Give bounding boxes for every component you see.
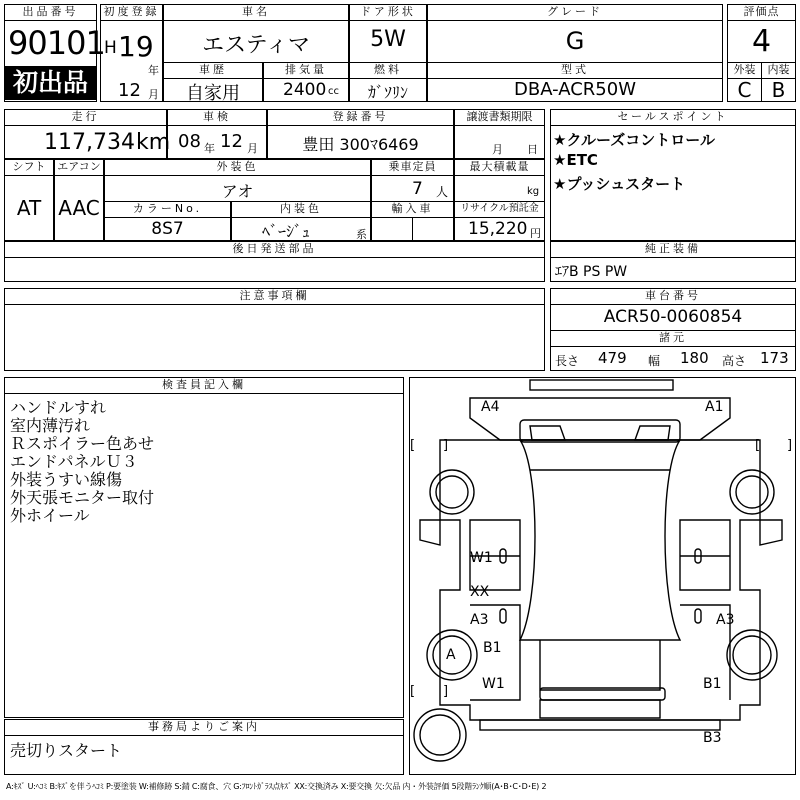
history-label: 車歴 bbox=[163, 62, 263, 79]
reg-era: H bbox=[104, 38, 117, 58]
transfer-day-unit: 日 bbox=[527, 143, 538, 156]
recycle-value: 15,220 bbox=[468, 219, 528, 239]
score-value: 4 bbox=[751, 24, 772, 59]
notes-label: 注意事項欄 bbox=[4, 288, 545, 305]
grade-label: グレード bbox=[427, 4, 723, 21]
inspection-year: 08 bbox=[178, 131, 201, 152]
aircon-label: エアコン bbox=[54, 159, 104, 176]
inspection-year-unit: 年 bbox=[204, 142, 215, 155]
legend-text: A:ｷｽﾞ U:ﾍｺﾐ B:ｷｽﾞを伴うﾍｺﾐ P:要塗装 W:補修跡 S:錆 C:腐食、穴 G:ﾌﾛﾝﾄｶﾞﾗｽ点ｷｽﾞ XX:交換済み X:要交換 欠:欠品 内・外装評価 5段階ﾗﾝｸ順(A･B･C･D･E) 2 bbox=[6, 782, 547, 791]
displacement-value: 2400 bbox=[283, 80, 327, 100]
ext-score-label: 外装 bbox=[727, 62, 762, 79]
mileage-unit: km bbox=[136, 130, 171, 155]
inspector-line-5: 外装うすい線傷 bbox=[10, 470, 123, 489]
int-color-label: 内装色 bbox=[231, 201, 371, 218]
color-no-label: カラーNo. bbox=[104, 201, 231, 218]
inspection-month-unit: 月 bbox=[247, 142, 258, 155]
model-label: 型式 bbox=[427, 62, 723, 79]
sales-points-label: セールスポイント bbox=[550, 109, 796, 126]
transfer-month-unit: 月 bbox=[492, 143, 503, 156]
int-score-label: 内装 bbox=[761, 62, 796, 79]
displacement-unit: cc bbox=[328, 86, 339, 97]
mark-b3: B3 bbox=[703, 730, 722, 746]
mark-a4: A4 bbox=[481, 399, 500, 415]
dims-hgt: 173 bbox=[760, 349, 789, 367]
mark-a-tyre: A bbox=[446, 647, 456, 663]
sales-point-1: ★クルーズコントロール bbox=[553, 131, 715, 149]
later-parts-label: 後日発送部品 bbox=[4, 241, 545, 258]
int-color-value: ﾍﾞｰｼﾞｭ bbox=[262, 222, 311, 241]
dims-wid-label: 幅 bbox=[648, 354, 661, 368]
dims-len-label: 長さ bbox=[555, 354, 580, 368]
sales-point-2: ★ETC bbox=[553, 151, 598, 169]
score-label: 評価点 bbox=[727, 4, 796, 21]
grade-value: G bbox=[565, 27, 585, 55]
aircon-value: AAC bbox=[58, 196, 100, 220]
bracket-r3: ] bbox=[443, 684, 449, 699]
dims-label: 諸元 bbox=[550, 330, 796, 347]
office-value: 売切りスタート bbox=[10, 741, 123, 760]
fuel-label: 燃料 bbox=[349, 62, 427, 79]
displacement-label: 排気量 bbox=[263, 62, 349, 79]
int-color-suffix: 系 bbox=[356, 228, 367, 241]
inspector-line-6: 外天張モニター取付 bbox=[10, 488, 155, 507]
plate-value: 豊田 300ﾏ6469 bbox=[302, 135, 419, 154]
mark-a3-right: A3 bbox=[716, 612, 735, 628]
inspector-line-2: 室内薄汚れ bbox=[10, 416, 91, 435]
reg-month-unit: 月 bbox=[148, 88, 159, 101]
load-label: 最大積載量 bbox=[454, 159, 545, 176]
equipment-value: ｴｱB PS PW bbox=[555, 264, 628, 280]
lot-label: 出品番号 bbox=[4, 4, 97, 21]
mark-b1-right: B1 bbox=[703, 676, 722, 692]
reg-month: 12 bbox=[118, 80, 141, 101]
lot-number: 90101 bbox=[8, 24, 105, 62]
transfer-label: 譲渡書類期限 bbox=[454, 109, 545, 126]
load-unit: kg bbox=[527, 186, 540, 197]
capacity-value: 7 bbox=[412, 179, 423, 199]
mark-a1: A1 bbox=[705, 399, 724, 415]
mark-xx: XX bbox=[470, 584, 490, 600]
mark-w1-front: W1 bbox=[470, 550, 493, 566]
car-name: エスティマ bbox=[202, 33, 310, 58]
inspector-line-7: 外ホイール bbox=[10, 506, 90, 525]
bracket-r1: ] bbox=[443, 438, 449, 453]
mileage-label: 走行 bbox=[4, 109, 167, 126]
car-name-label: 車名 bbox=[163, 4, 349, 21]
ext-score: C bbox=[737, 78, 752, 102]
mileage-value: 117,734 bbox=[44, 130, 135, 155]
recycle-unit: 円 bbox=[530, 227, 541, 240]
fuel-value: ｶﾞｿﾘﾝ bbox=[367, 83, 408, 102]
history-value: 自家用 bbox=[186, 83, 240, 104]
inspector-line-1: ハンドルすれ bbox=[10, 398, 107, 417]
shift-value: AT bbox=[16, 196, 42, 220]
inspection-month: 12 bbox=[220, 131, 243, 152]
import-label: 輸入車 bbox=[371, 201, 454, 218]
sales-point-3: ★プッシュスタート bbox=[553, 175, 686, 193]
inspector-line-4: エンドパネルＵ３ bbox=[10, 452, 138, 471]
chassis-label: 車台番号 bbox=[550, 288, 796, 305]
inspector-label: 検査員記入欄 bbox=[4, 377, 404, 394]
mark-b1-left: B1 bbox=[483, 640, 502, 656]
model-value: DBA-ACR50W bbox=[513, 79, 636, 100]
int-score: B bbox=[771, 78, 786, 102]
reg-year: 19 bbox=[118, 30, 154, 63]
equipment-label: 純正装備 bbox=[550, 241, 796, 258]
capacity-label: 乗車定員 bbox=[371, 159, 454, 176]
bracket-l2: [ bbox=[755, 438, 761, 453]
inspector-line-3: Ｒスポイラー色あせ bbox=[10, 434, 155, 453]
mark-a3-left: A3 bbox=[470, 612, 489, 628]
ext-color-value: アオ bbox=[221, 182, 254, 201]
first-listing-badge: 初出品 bbox=[5, 66, 96, 100]
door-label: ドア形状 bbox=[349, 4, 427, 21]
bracket-r2: ] bbox=[787, 438, 793, 453]
chassis-value: ACR50-0060854 bbox=[603, 307, 743, 327]
dims-hgt-label: 高さ bbox=[722, 354, 747, 368]
recycle-label: リサイクル預託金 bbox=[454, 201, 545, 218]
dims-wid: 180 bbox=[680, 349, 709, 367]
door-value: 5W bbox=[370, 27, 406, 52]
ext-color-label: 外装色 bbox=[104, 159, 371, 176]
office-label: 事務局よりご案内 bbox=[4, 719, 404, 736]
mark-w1-rear: W1 bbox=[482, 676, 505, 692]
plate-label: 登録番号 bbox=[267, 109, 454, 126]
shift-label: シフト bbox=[4, 159, 54, 176]
color-no-value: 8S7 bbox=[151, 219, 184, 239]
bracket-l3: [ bbox=[410, 684, 416, 699]
reg-year-unit: 年 bbox=[148, 64, 159, 77]
reg-label: 初度登録 bbox=[100, 4, 163, 21]
capacity-unit: 人 bbox=[436, 185, 449, 199]
inspection-label: 車検 bbox=[167, 109, 267, 126]
dims-len: 479 bbox=[598, 349, 627, 367]
bracket-l1: [ bbox=[410, 438, 416, 453]
